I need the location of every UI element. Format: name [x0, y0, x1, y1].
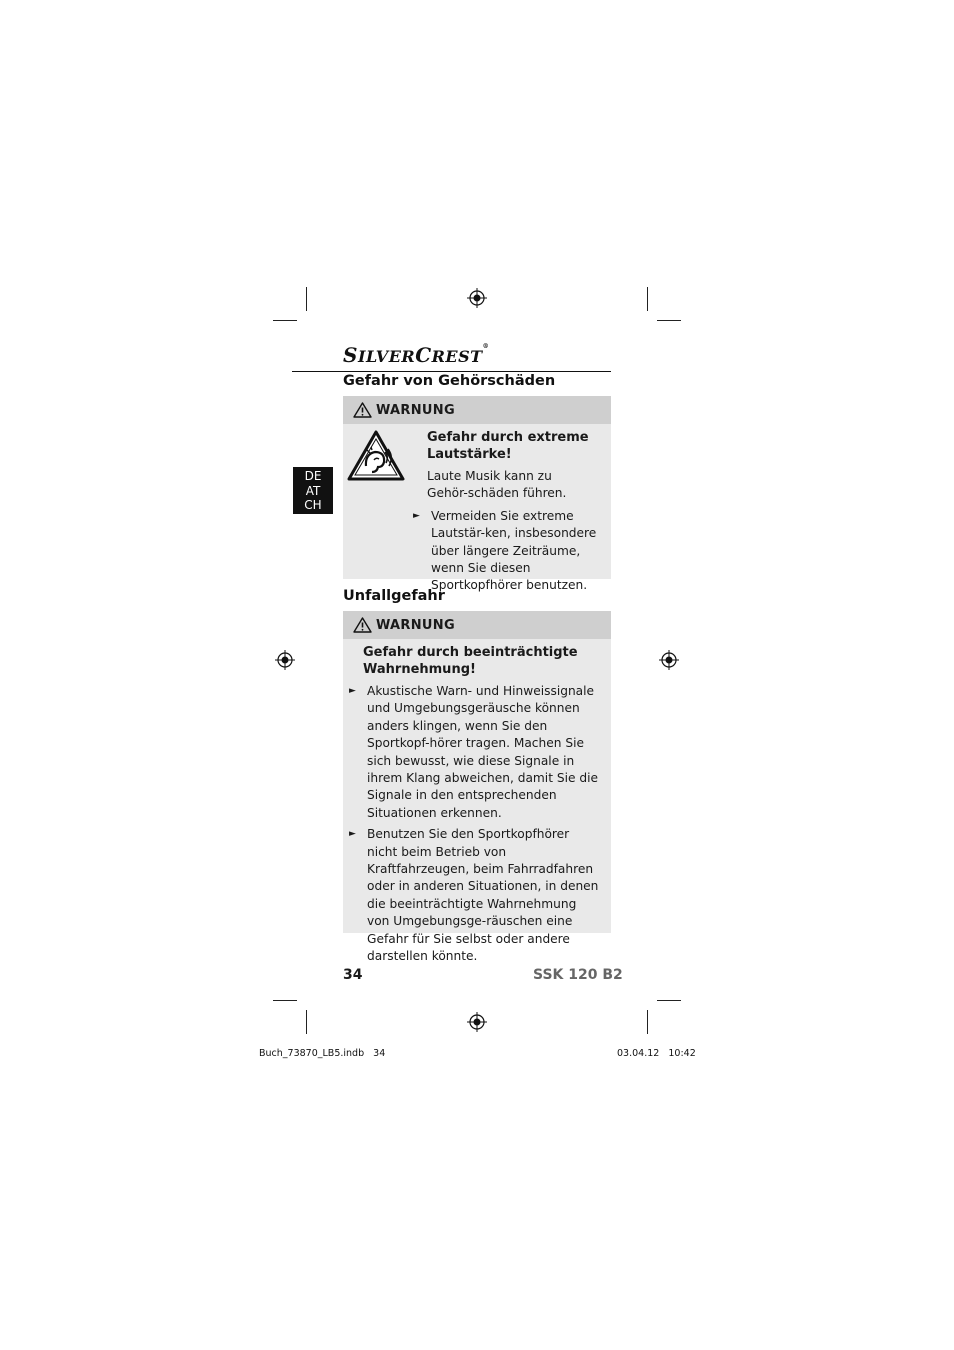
right-triangle-icon: ► [349, 686, 356, 696]
crop-mark [306, 287, 307, 311]
section-heading-accident: Unfallgefahr [343, 588, 445, 604]
print-date-info: 03.04.12 10:42 [617, 1048, 696, 1059]
warning-box-hearing [343, 396, 611, 593]
registration-mark-icon [659, 650, 679, 670]
language-tab [293, 467, 333, 514]
warning-header [343, 396, 611, 424]
crop-mark [647, 1010, 648, 1034]
warning-triangle-icon [353, 402, 372, 418]
registration-mark-icon [467, 288, 487, 308]
crop-mark [273, 320, 297, 321]
warning-label: WARNUNG [376, 402, 455, 418]
list-item: ► Vermeiden Sie extreme Lautstär-ken, insbesondere über längere Zeiträume, wenn Sie diesen Sportkopfhörer benutzen. [413, 508, 597, 593]
warning-triangle-icon [353, 617, 372, 633]
crop-mark [647, 287, 648, 311]
right-triangle-icon: ► [349, 829, 356, 840]
warning-text: Laute Musik kann zu Gehör-schäden führen. [427, 469, 567, 501]
language-ch: CH [304, 498, 322, 512]
warning-title: Gefahr durch extreme Lautstärke! [427, 430, 589, 462]
print-file-info: Buch_73870_LB5.indb 34 [259, 1048, 386, 1059]
language-de: DE [304, 469, 322, 483]
warning-title: Gefahr durch beeinträchtigte Wahrnehmung! [363, 645, 578, 677]
page-number: 34 [343, 967, 363, 983]
crop-mark [306, 1010, 307, 1034]
warning-label: WARNUNG [376, 617, 455, 633]
brand-logo: SILVERCREST® [343, 343, 490, 367]
registration-mark-icon [275, 650, 295, 670]
list-item: ► Akustische Warn- und Hinweissignale und Umgebungsgeräusche können anders klingen, wenn Sie den Sportkopf-hörer tragen. Machen Sie sich bewusst, wie diese Signale in ihrem Klang abweichen, damit Sie die Signale in den entsprechenden Situationen erkennen. [349, 684, 598, 820]
header-rule [292, 371, 611, 372]
model-number: SSK 120 B2 [533, 967, 623, 983]
section-heading-hearing: Gefahr von Gehörschäden [343, 373, 556, 389]
right-triangle-icon: ► [413, 510, 420, 521]
warning-box-accident [343, 611, 611, 964]
crop-mark [657, 320, 681, 321]
crop-mark [273, 1000, 297, 1001]
loud-music-warning-icon [347, 430, 405, 482]
list-item: ► Benutzen Sie den Sportkopfhörer nicht beim Betrieb von Kraftfahrzeugen, beim Fahrradfahren oder in anderen Situationen, in denen die beeinträchtigte Wahrnehmung von Umgebungsge-räuschen eine Gefahr für Sie selbst oder andere darstellen könnte. [349, 827, 599, 964]
warning-header [343, 611, 611, 639]
registration-mark-icon [467, 1012, 487, 1032]
language-at: AT [305, 483, 321, 498]
crop-mark [657, 1000, 681, 1001]
